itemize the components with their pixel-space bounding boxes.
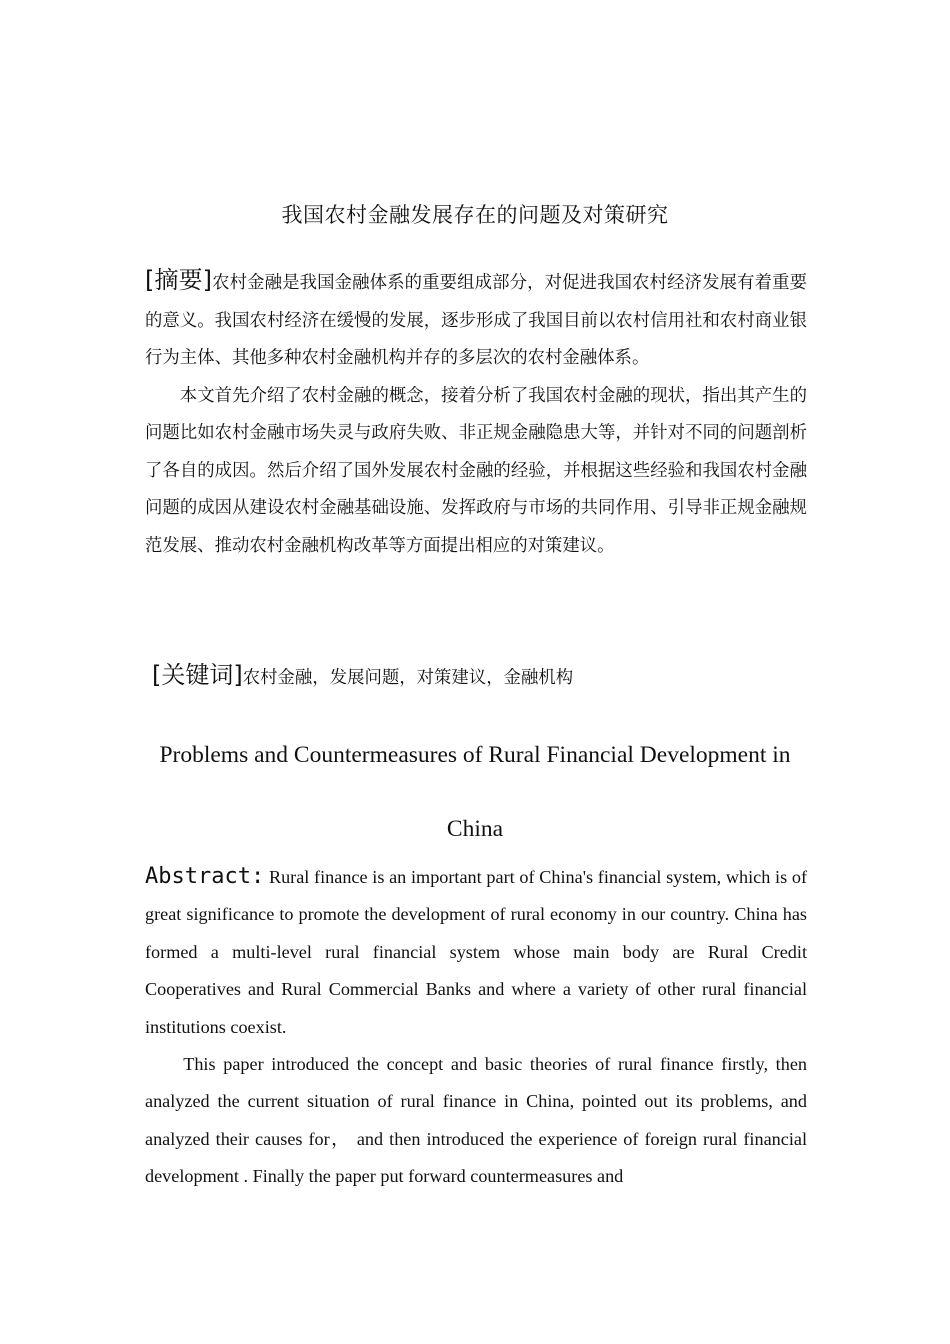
english-title-line-1: Problems and Countermeasures of Rural Financial Development in bbox=[159, 742, 791, 768]
english-title-line-2: China bbox=[446, 816, 504, 842]
chinese-abstract-paragraph-2: 本文首先介绍了农村金融的概念，接着分析了我国农村金融的现状，指出其产生的问题比如农村金融市场失灵与政府失败、非正规金融隐患大等，并针对不同的问题剖析了各自的成因。然后介绍了国外发展农村金融的经验，并根据这些经验和我国农村金融问题的成因从建设农村金融基础设施、发挥政府与市场的共同作用、引导非正规金融规范发展、推动农村金融机构改革等方面提出相应的对策建议。 bbox=[145, 385, 807, 556]
keywords-label: [关键词] bbox=[152, 661, 243, 689]
english-abstract bbox=[145, 858, 807, 1196]
chinese-title: 我国农村金融发展存在的问题及对策研究 bbox=[281, 203, 669, 227]
keywords-text: 农村金融，发展问题，对策建议，金融机构 bbox=[242, 668, 574, 688]
english-abstract-label: Abstract: bbox=[145, 864, 265, 889]
english-abstract-text-1: Rural finance is an important part of China's financial system, which is of great significance to promote the development of rural economy in our country. China has formed a multi-level rural financial system whose main body are Rural Credit Cooperatives and Rural Commercial Banks and where a variety of other rural financial institutions coexist. bbox=[145, 867, 808, 1037]
chinese-abstract-label: [摘要] bbox=[145, 266, 213, 294]
english-abstract-paragraph-2: This paper introduced the concept and basic theories of rural finance firstly, then analyzed the current situation of rural finance in China, pointed out its problems, and analyzed their causes for， and then introduced the experience of foreign rural financial development . Finally the paper put forward countermeasures and bbox=[145, 1054, 807, 1187]
chinese-abstract-text-1: 农村金融是我国金融体系的重要组成部分，对促进我国农村经济发展有着重要的意义。我国农村经济在缓慢的发展，逐步形成了我国目前以农村信用社和农村商业银行为主体、其他多种农村金融机构并存的多层次的农村金融体系。 bbox=[145, 273, 807, 368]
chinese-abstract-paragraph-1 bbox=[145, 262, 807, 378]
chinese-keywords bbox=[152, 655, 812, 690]
english-abstract-paragraph-1 bbox=[145, 858, 807, 1046]
english-title bbox=[0, 718, 950, 866]
chinese-abstract bbox=[145, 262, 807, 565]
